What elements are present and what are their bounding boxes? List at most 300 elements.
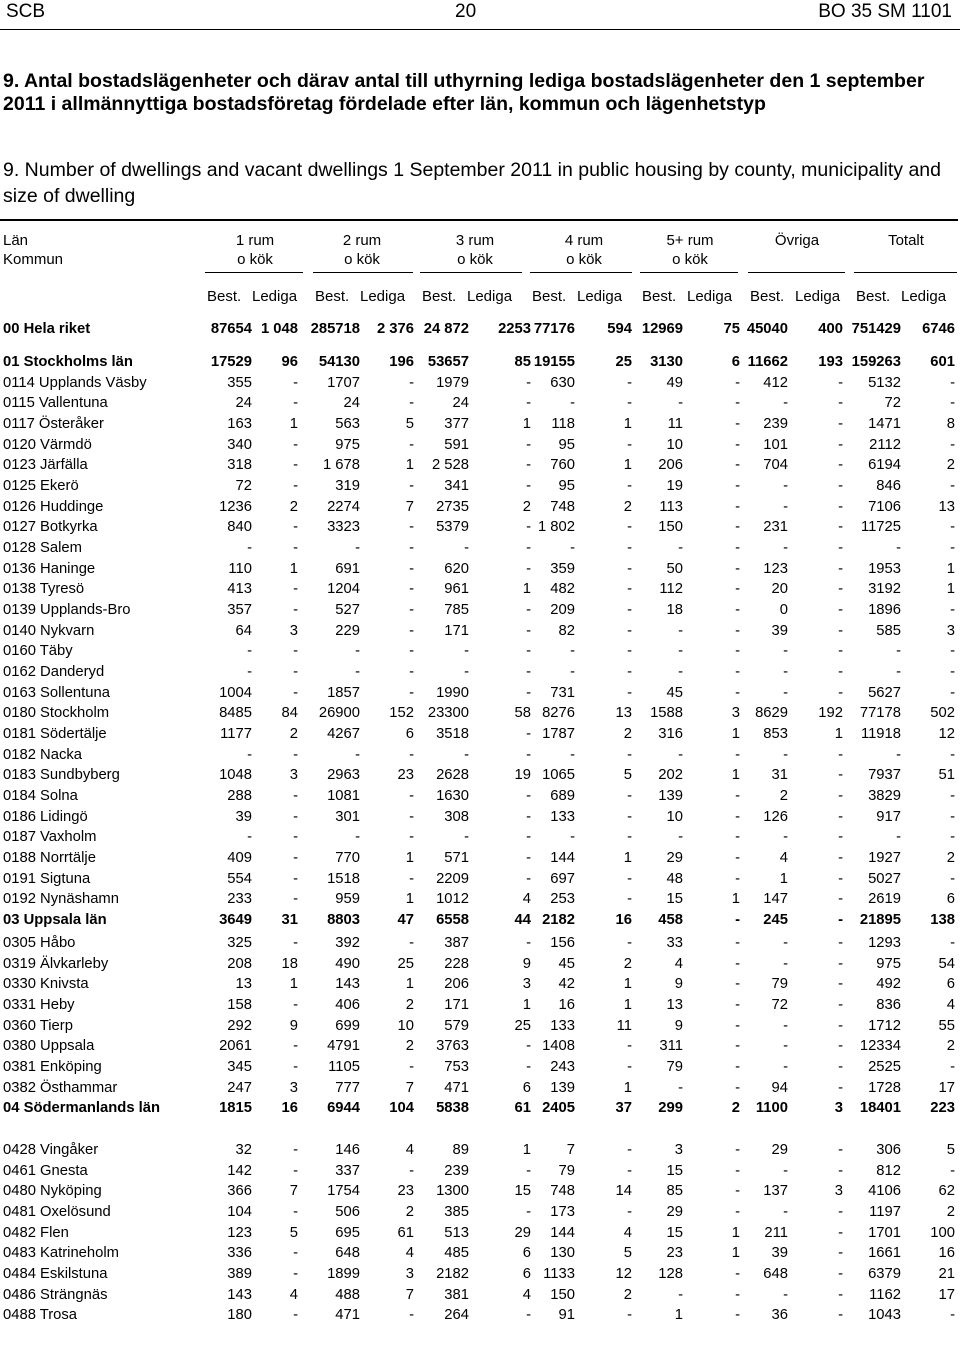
cell-best: 2112: [869, 436, 901, 453]
cell-lediga: -: [950, 395, 955, 412]
cell-lediga: -: [838, 808, 843, 825]
cell-best: 54130: [318, 354, 360, 370]
table-row: [0, 1080, 960, 1100]
cell-best: 959: [335, 891, 360, 908]
cell-best: 406: [335, 997, 360, 1013]
row-label: 0480 Nyköping: [3, 1183, 102, 1200]
cell-best: 492: [876, 976, 901, 993]
cell-lediga: 4: [405, 1142, 414, 1158]
cell-lediga: 594: [607, 321, 632, 337]
column-group-label: 5+ rum: [666, 232, 714, 249]
cell-best: 123: [227, 1224, 252, 1241]
cell-lediga: 6: [946, 976, 955, 993]
cell-lediga: -: [838, 976, 843, 993]
row-label: 0305 Håbo: [3, 935, 76, 951]
cell-best: 392: [335, 935, 360, 951]
cell-lediga: 3: [289, 1079, 298, 1096]
cell-best: -: [355, 664, 360, 681]
cell-best: -: [783, 664, 788, 681]
cell-best: 563: [335, 416, 360, 432]
cell-lediga: 6746: [922, 321, 955, 337]
cell-best: 19: [666, 478, 683, 495]
cell-lediga: 5: [946, 1142, 955, 1158]
cell-best: 308: [444, 808, 469, 825]
cell-lediga: 1: [522, 416, 531, 432]
cell-lediga: 3: [405, 1266, 414, 1283]
cell-lediga: -: [950, 374, 955, 391]
row-label: 00 Hela riket: [3, 321, 91, 337]
cell-lediga: -: [735, 643, 740, 660]
cell-best: 130: [550, 1245, 575, 1262]
cell-lediga: 6: [522, 1245, 531, 1262]
cell-best: 26900: [318, 705, 360, 722]
cell-best: 39: [771, 1245, 788, 1262]
cell-lediga: -: [293, 457, 298, 474]
cell-lediga: -: [409, 374, 414, 391]
cell-best: 4791: [327, 1038, 360, 1055]
cell-lediga: -: [526, 395, 531, 412]
cell-best: 961: [444, 581, 469, 598]
cell-best: 233: [227, 891, 252, 908]
cell-lediga: -: [627, 746, 632, 763]
cell-best: -: [678, 664, 683, 681]
cell-best: 527: [335, 602, 360, 619]
subheader-lediga: Lediga: [901, 288, 947, 305]
cell-lediga: -: [627, 436, 632, 453]
cell-lediga: -: [627, 560, 632, 577]
cell-lediga: 1: [289, 416, 298, 432]
cell-lediga: 196: [389, 354, 414, 370]
page-number: 20: [455, 1, 477, 22]
table-row: [0, 891, 960, 911]
cell-best: 471: [335, 1307, 360, 1324]
row-label: 0138 Tyresö: [3, 581, 85, 598]
cell-best: 29: [666, 1204, 683, 1220]
cell-best: 1712: [868, 1017, 901, 1034]
cell-lediga: 14: [615, 1183, 632, 1200]
cell-lediga: -: [293, 1307, 298, 1324]
cell-best: -: [783, 955, 788, 972]
cell-lediga: 1: [731, 1224, 740, 1241]
cell-lediga: 84: [281, 705, 298, 722]
cell-best: 579: [444, 1017, 469, 1034]
cell-best: 173: [550, 1204, 575, 1220]
cell-lediga: -: [950, 643, 955, 660]
cell-best: 229: [335, 622, 360, 639]
cell-lediga: 61: [514, 1100, 531, 1117]
cell-lediga: -: [293, 1266, 298, 1283]
cell-best: -: [896, 540, 901, 557]
cell-lediga: 4: [522, 891, 531, 908]
cell-best: 18: [666, 602, 683, 619]
table-row: [0, 499, 960, 519]
cell-lediga: -: [627, 1307, 632, 1324]
cell-best: 2182: [436, 1266, 469, 1283]
cell-lediga: -: [735, 416, 740, 432]
row-label: 0117 Österåker: [3, 416, 104, 432]
row-label: 04 Södermanlands län: [3, 1100, 161, 1117]
cell-lediga: 1: [522, 997, 531, 1013]
cell-lediga: -: [627, 870, 632, 887]
cell-lediga: -: [627, 788, 632, 805]
column-group-sublabel: o kök: [672, 251, 708, 268]
cell-best: -: [464, 746, 469, 763]
table-row: [0, 581, 960, 601]
cell-best: 91: [558, 1307, 575, 1324]
cell-best: 126: [763, 808, 788, 825]
cell-best: 770: [335, 850, 360, 867]
cell-lediga: 17: [938, 1286, 955, 1303]
cell-best: 29: [771, 1142, 788, 1158]
cell-best: -: [783, 746, 788, 763]
cell-lediga: -: [293, 1162, 298, 1179]
cell-best: 4267: [327, 726, 360, 743]
cell-lediga: -: [526, 622, 531, 639]
cell-best: 36: [771, 1307, 788, 1324]
cell-lediga: 62: [938, 1183, 955, 1200]
cell-lediga: -: [735, 1286, 740, 1303]
cell-lediga: -: [735, 622, 740, 639]
row-label: 0127 Botkyrka: [3, 519, 98, 536]
table-row: [0, 437, 960, 457]
cell-best: 139: [550, 1079, 575, 1096]
cell-best: 239: [763, 416, 788, 432]
table-row: [0, 935, 960, 955]
cell-best: 171: [444, 997, 469, 1013]
cell-best: 112: [659, 581, 683, 598]
cell-best: 171: [444, 622, 469, 639]
cell-lediga: -: [293, 684, 298, 701]
table-row: [0, 809, 960, 829]
cell-lediga: -: [838, 1266, 843, 1283]
table-row: [0, 540, 960, 560]
cell-lediga: 31: [281, 912, 298, 929]
cell-best: 620: [444, 560, 469, 577]
table-top-rule: [0, 219, 958, 221]
cell-lediga: 5: [623, 767, 632, 784]
cell-lediga: -: [838, 891, 843, 908]
cell-lediga: 4: [522, 1286, 531, 1303]
cell-lediga: -: [409, 622, 414, 639]
cell-lediga: -: [409, 581, 414, 598]
cell-lediga: -: [627, 684, 632, 701]
cell-lediga: -: [293, 1142, 298, 1158]
cell-best: 23300: [427, 705, 469, 722]
cell-lediga: -: [735, 1038, 740, 1055]
column-group-underline: [205, 272, 303, 273]
cell-lediga: -: [627, 374, 632, 391]
cell-best: -: [247, 829, 252, 846]
cell-lediga: -: [293, 581, 298, 598]
row-label: 0360 Tierp: [3, 1017, 73, 1034]
cell-best: 1236: [219, 498, 252, 515]
cell-best: 1471: [868, 416, 901, 432]
report-code: BO 35 SM 1101: [818, 1, 952, 22]
cell-lediga: 5: [289, 1224, 298, 1241]
cell-best: 146: [335, 1142, 360, 1158]
cell-best: 163: [227, 416, 252, 432]
cell-best: -: [570, 395, 575, 412]
cell-best: 3192: [868, 581, 901, 598]
table-row: [0, 726, 960, 746]
cell-lediga: 6: [522, 1266, 531, 1283]
row-label: 0180 Stockholm: [3, 705, 110, 722]
cell-best: 689: [550, 788, 575, 805]
cell-lediga: 16: [938, 1245, 955, 1262]
cell-best: 2735: [436, 498, 469, 515]
cell-lediga: -: [735, 808, 740, 825]
cell-best: 345: [227, 1059, 252, 1076]
cell-lediga: 2: [946, 1204, 955, 1220]
cell-lediga: -: [735, 912, 740, 929]
table-row: [0, 478, 960, 498]
cell-lediga: 104: [389, 1100, 414, 1117]
cell-lediga: -: [735, 935, 740, 951]
cell-best: 13: [666, 997, 683, 1013]
cell-lediga: -: [293, 808, 298, 825]
row-label: 0182 Nacka: [3, 746, 82, 763]
cell-best: 311: [659, 1038, 683, 1055]
cell-lediga: -: [627, 1162, 632, 1179]
cell-best: 24: [235, 395, 252, 412]
cell-lediga: 400: [818, 321, 843, 337]
cell-best: 387: [444, 935, 469, 951]
cell-best: 10: [666, 436, 683, 453]
column-group-underline: [854, 272, 957, 273]
cell-best: 133: [550, 1017, 575, 1034]
cell-lediga: -: [627, 829, 632, 846]
cell-lediga: -: [526, 1059, 531, 1076]
row-label: 0125 Ekerö: [3, 478, 79, 495]
row-label: 0115 Vallentuna: [3, 395, 108, 412]
cell-best: 917: [876, 808, 901, 825]
cell-lediga: -: [838, 1059, 843, 1076]
cell-best: 1177: [220, 726, 252, 743]
row-label: 0482 Flen: [3, 1224, 69, 1241]
cell-best: 206: [658, 457, 683, 474]
cell-best: -: [570, 829, 575, 846]
cell-best: 1857: [327, 684, 360, 701]
cell-best: 95: [558, 478, 575, 495]
cell-best: 150: [550, 1286, 575, 1303]
cell-lediga: 2: [731, 1100, 740, 1117]
cell-lediga: -: [735, 540, 740, 557]
cell-best: 3649: [219, 912, 252, 929]
cell-best: 975: [876, 955, 901, 972]
cell-best: 118: [551, 416, 575, 432]
cell-lediga: 55: [938, 1017, 955, 1034]
row-label: 0162 Danderyd: [3, 664, 105, 681]
row-label: 0183 Sundbyberg: [3, 767, 120, 784]
cell-best: 3130: [650, 354, 683, 370]
table-row: [0, 643, 960, 663]
cell-lediga: 1: [522, 1142, 531, 1158]
cell-best: 336: [227, 1245, 252, 1262]
subheader-best: Best.: [422, 288, 457, 305]
cell-lediga: -: [627, 1204, 632, 1220]
cell-lediga: 3: [289, 767, 298, 784]
cell-lediga: 6: [405, 726, 414, 743]
cell-lediga: 3: [834, 1183, 843, 1200]
cell-best: 1630: [436, 788, 469, 805]
table-row: [0, 457, 960, 477]
cell-lediga: 601: [930, 354, 955, 370]
cell-lediga: -: [838, 519, 843, 536]
cell-best: 5379: [436, 519, 469, 536]
cell-lediga: -: [838, 1204, 843, 1220]
cell-lediga: -: [293, 997, 298, 1013]
cell-lediga: -: [735, 374, 740, 391]
cell-best: 231: [763, 519, 788, 536]
cell-best: -: [464, 829, 469, 846]
table-row-total: [0, 912, 960, 932]
cell-best: 337: [335, 1162, 360, 1179]
cell-lediga: -: [526, 746, 531, 763]
cell-best: 5027: [868, 870, 901, 887]
cell-best: 731: [550, 684, 575, 701]
cell-lediga: -: [627, 395, 632, 412]
cell-best: 2628: [436, 767, 469, 784]
cell-lediga: -: [950, 829, 955, 846]
cell-lediga: 6: [731, 354, 740, 370]
cell-lediga: 12: [615, 1266, 632, 1283]
cell-lediga: -: [627, 519, 632, 536]
cell-best: 2619: [868, 891, 901, 908]
cell-best: 554: [227, 870, 252, 887]
cell-lediga: 5: [623, 1245, 632, 1262]
cell-best: 506: [335, 1204, 360, 1220]
cell-lediga: -: [293, 374, 298, 391]
row-label: 0114 Upplands Väsby: [3, 374, 147, 391]
cell-lediga: -: [627, 478, 632, 495]
cell-lediga: -: [735, 746, 740, 763]
cell-best: -: [678, 829, 683, 846]
cell-lediga: -: [409, 935, 414, 951]
cell-lediga: 1: [946, 581, 955, 598]
row-label: 0461 Gnesta: [3, 1162, 88, 1179]
cell-lediga: -: [293, 602, 298, 619]
cell-best: 39: [235, 808, 252, 825]
cell-lediga: 223: [930, 1100, 955, 1117]
column-group-label: 1 rum: [235, 232, 275, 249]
cell-lediga: 2: [289, 726, 298, 743]
cell-lediga: -: [950, 935, 955, 951]
column-group-label: 3 rum: [455, 232, 495, 249]
cell-lediga: 5: [405, 416, 414, 432]
cell-best: 211: [764, 1224, 788, 1241]
cell-lediga: 2: [623, 955, 632, 972]
cell-best: -: [678, 1286, 683, 1303]
cell-best: 1990: [436, 684, 469, 701]
cell-lediga: -: [627, 581, 632, 598]
cell-best: -: [783, 1162, 788, 1179]
subheader-lediga: Lediga: [795, 288, 841, 305]
cell-lediga: 3: [731, 705, 740, 722]
cell-best: -: [783, 829, 788, 846]
column-group-sublabel: o kök: [566, 251, 602, 268]
cell-best: 72: [771, 997, 788, 1013]
cell-lediga: 3: [946, 622, 955, 639]
cell-lediga: 29: [514, 1224, 531, 1241]
cell-best: 13: [235, 976, 252, 993]
cell-best: 79: [558, 1162, 575, 1179]
cell-lediga: -: [735, 664, 740, 681]
cell-lediga: -: [526, 374, 531, 391]
cell-best: -: [783, 498, 788, 515]
cell-lediga: 2: [623, 498, 632, 515]
cell-lediga: -: [627, 664, 632, 681]
cell-best: 2: [779, 788, 788, 805]
cell-lediga: 1: [731, 767, 740, 784]
cell-lediga: -: [950, 808, 955, 825]
cell-lediga: -: [526, 560, 531, 577]
cell-best: -: [783, 643, 788, 660]
row-label: 0187 Vaxholm: [3, 829, 97, 846]
cell-best: -: [783, 1059, 788, 1076]
cell-lediga: 502: [930, 705, 955, 722]
cell-best: 11918: [860, 726, 901, 743]
subheader-lediga: Lediga: [252, 288, 298, 305]
table-row: [0, 623, 960, 643]
cell-best: 2274: [327, 498, 360, 515]
table-row: [0, 375, 960, 395]
subheader-best: Best.: [532, 288, 567, 305]
cell-best: 7106: [868, 498, 901, 515]
cell-best: 3323: [327, 519, 360, 536]
cell-best: 1927: [868, 850, 901, 867]
cell-lediga: -: [293, 540, 298, 557]
cell-best: 21895: [859, 912, 901, 929]
cell-lediga: -: [735, 457, 740, 474]
cell-best: 697: [550, 870, 575, 887]
row-label: 0191 Sigtuna: [3, 870, 91, 887]
cell-best: 812: [876, 1162, 901, 1179]
cell-best: 143: [227, 1286, 252, 1303]
cell-best: 20: [771, 581, 788, 598]
table-row: [0, 395, 960, 415]
cell-best: 2525: [868, 1059, 901, 1076]
table-row: [0, 829, 960, 849]
column-group-sublabel: o kök: [344, 251, 380, 268]
cell-best: 0: [779, 602, 788, 619]
cell-lediga: -: [735, 436, 740, 453]
cell-best: 45: [558, 955, 575, 972]
cell-best: 104: [227, 1204, 252, 1220]
cell-lediga: -: [526, 643, 531, 660]
cell-lediga: -: [950, 746, 955, 763]
cell-best: 29: [666, 850, 683, 867]
cell-best: -: [247, 664, 252, 681]
cell-best: 1043: [868, 1307, 901, 1324]
table-row: [0, 1163, 960, 1183]
cell-lediga: -: [409, 1162, 414, 1179]
cell-lediga: -: [735, 684, 740, 701]
cell-lediga: -: [526, 870, 531, 887]
cell-lediga: -: [838, 602, 843, 619]
cell-best: 6944: [327, 1100, 360, 1117]
cell-lediga: 1: [623, 1079, 632, 1096]
cell-best: -: [896, 746, 901, 763]
cell-best: -: [783, 395, 788, 412]
cell-lediga: 25: [397, 955, 414, 972]
cell-best: -: [570, 540, 575, 557]
cell-lediga: 1: [731, 726, 740, 743]
cell-lediga: -: [735, 581, 740, 598]
cell-lediga: 17: [938, 1079, 955, 1096]
cell-best: 45: [666, 684, 683, 701]
table-row: [0, 416, 960, 436]
cell-best: 72: [884, 395, 901, 412]
